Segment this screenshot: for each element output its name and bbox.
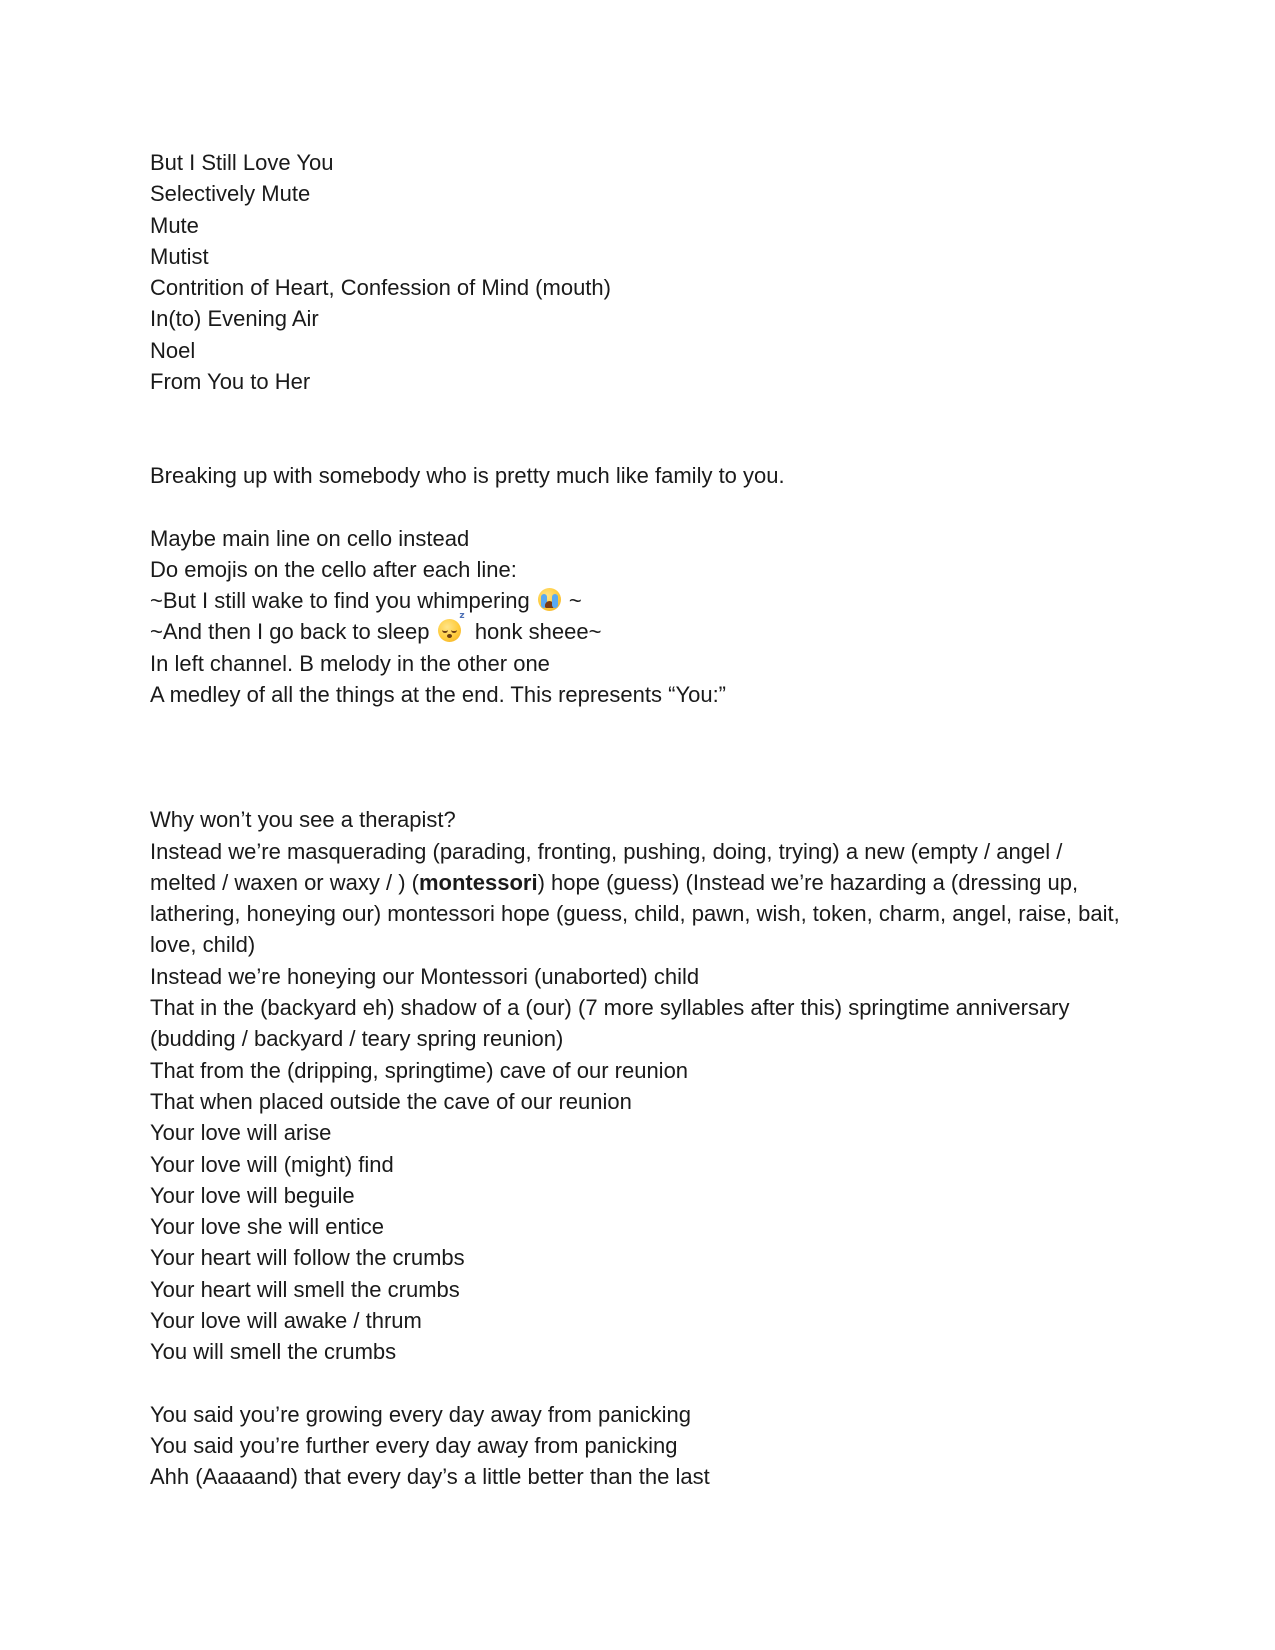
lyric-line: That when placed outside the cave of our reunion <box>150 1088 632 1114</box>
lyric-line: That from the (dripping, springtime) cave of our reunion <box>150 1057 689 1083</box>
lyric-line: That in the (backyard eh) shadow of a (our) (7 more syllables after this) springtime anniversary (budding / backyard / teary spring reunion) <box>150 995 1076 1052</box>
note-text: ~And then I go back to sleep <box>150 619 436 645</box>
concept-line: Breaking up with somebody who is pretty much like family to you. <box>150 462 785 488</box>
note-text: ~ <box>562 588 582 614</box>
document-body <box>150 147 1130 1493</box>
note-line: Maybe main line on cello instead <box>150 525 470 551</box>
closing-line: Ahh (Aaaaand) that every day’s a little better than the last <box>150 1464 710 1490</box>
note-line: A medley of all the things at the end. This represents “You:” <box>150 682 727 708</box>
lyric-text: Instead we’re masquerading (parading, fronting, pushing, doing, trying) a new (empty / angel / melted / waxen or waxy / ) ( <box>150 838 1069 895</box>
title-line: Mute <box>150 212 199 238</box>
lyric-text: ) hope (guess) (Instead we’re hazarding a (dressing up, lathering, honeying our) montessori hope (guess, child, pawn, wish, token, charm, angel, raise, bait, love, child) <box>150 869 1126 958</box>
note-line-with-emoji <box>150 611 1130 647</box>
title-line: Selectively Mute <box>150 181 311 207</box>
spacer <box>150 1368 1130 1399</box>
lyric-line: Why won’t you see a therapist? <box>150 807 456 833</box>
spacer <box>150 773 1130 804</box>
title-line: In(to) Evening Air <box>150 306 319 332</box>
spacer <box>150 429 1130 460</box>
lyric-line: You will smell the crumbs <box>150 1339 397 1365</box>
title-line: Noel <box>150 337 196 363</box>
lyric-line: Instead we’re honeying our Montessori (unaborted) child <box>150 963 700 989</box>
spacer <box>150 491 1130 522</box>
lyric-line: Your love will arise <box>150 1120 332 1146</box>
note-line-with-emoji <box>150 585 1130 616</box>
title-line: Mutist <box>150 243 209 269</box>
title-line: Contrition of Heart, Confession of Mind (mouth) <box>150 275 611 301</box>
lyric-line: Your love she will entice <box>150 1214 384 1240</box>
lyric-bold-word: montessori <box>418 869 538 895</box>
lyric-line: Your heart will follow the crumbs <box>150 1245 465 1271</box>
note-text: ~But I still wake to find you whimpering <box>150 588 536 614</box>
lyric-line: Your love will (might) find <box>150 1151 394 1177</box>
note-line: In left channel. B melody in the other one <box>150 650 550 676</box>
sleeping-face-icon: z <box>438 619 461 642</box>
note-text: honk sheee~ <box>462 619 602 645</box>
spacer <box>150 397 1130 428</box>
crying-face-icon <box>538 588 561 611</box>
spacer <box>150 710 1130 741</box>
lyric-line: Your love will awake / thrum <box>150 1307 422 1333</box>
lyric-line: Your love will beguile <box>150 1182 355 1208</box>
spacer <box>150 742 1130 773</box>
lyric-line <box>150 836 1130 961</box>
title-line: But I Still Love You <box>150 150 334 175</box>
closing-line: You said you’re further every day away from panicking <box>150 1433 678 1459</box>
note-line: Do emojis on the cello after each line: <box>150 556 517 582</box>
closing-line: You said you’re growing every day away from panicking <box>150 1401 691 1427</box>
lyric-line: Your heart will smell the crumbs <box>150 1276 460 1302</box>
title-line: From You to Her <box>150 369 311 395</box>
